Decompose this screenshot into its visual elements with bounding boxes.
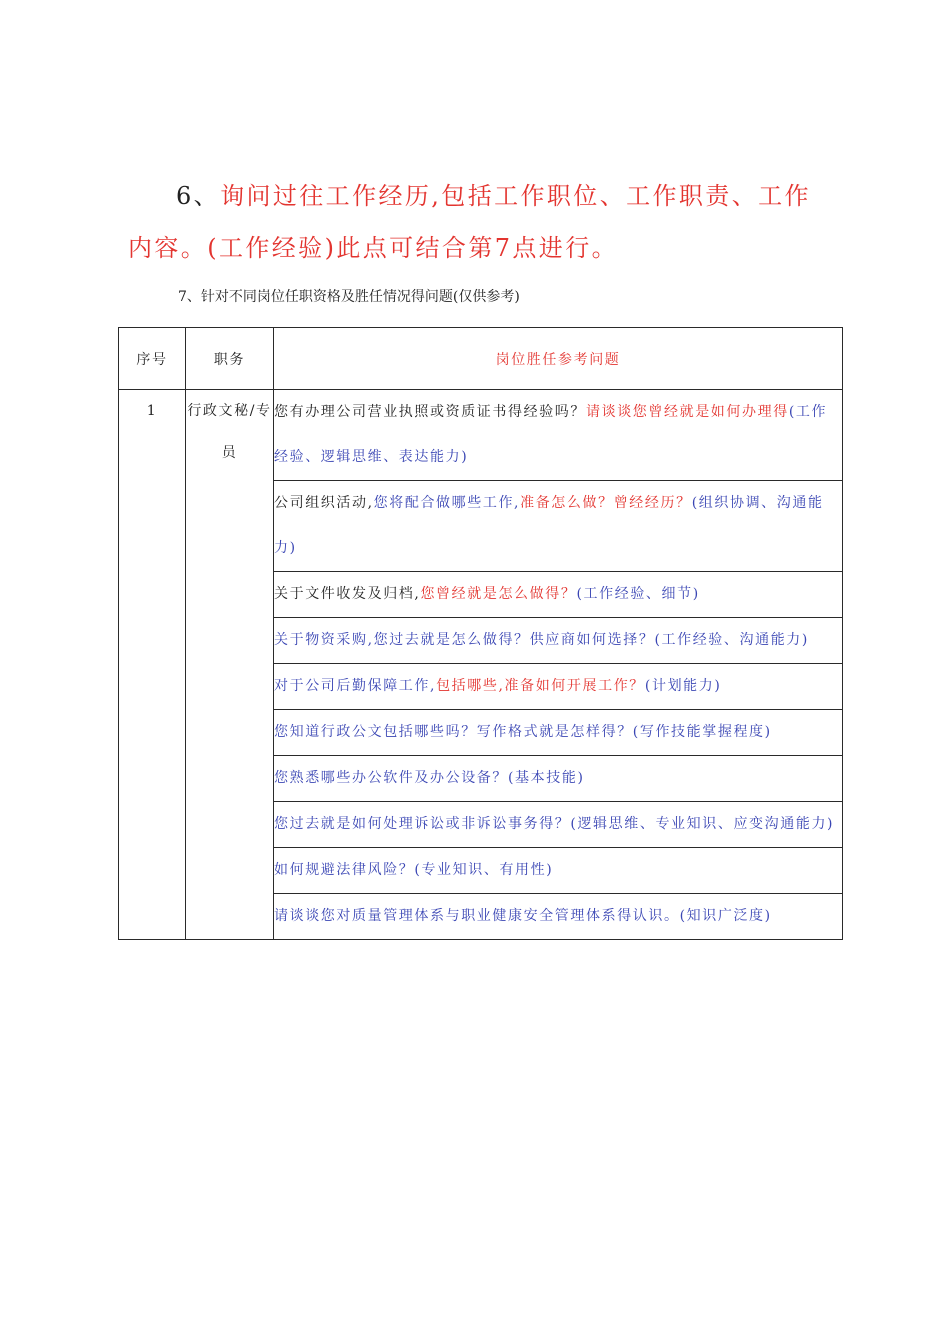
question-text-segment: 对于公司后勤保障工作, [274, 678, 437, 694]
header-questions: 岗位胜任参考问题 [274, 328, 843, 390]
question-text-segment: 请谈谈您曾经就是如何办理得 [586, 404, 789, 420]
table-caption: 7、针对不同岗位任职资格及胜任情况得问题(仅供参考) [178, 289, 520, 305]
question-text-segment: 包括哪些,准备如何开展工作？ [436, 678, 645, 694]
question-text-segment: 关于文件收发及归档, [274, 586, 421, 602]
question-text-segment: 请谈谈您对质量管理体系与职业健康安全管理体系得认识。(知识广泛度) [274, 908, 772, 924]
question-text-segment: 您有办理公司营业执照或资质证书得经验吗？ [274, 404, 586, 420]
question-text-segment: 您过去就是如何处理诉讼或非诉讼事务得？(逻辑思维、专业知识、应变沟通能力) [274, 816, 835, 832]
question-cell [274, 756, 843, 802]
question-text-segment: 关于物资采购,您过去就是怎么做得？供应商如何选择？(工作经验、沟通能力) [274, 632, 809, 648]
section-heading-text: 询问过往工作经历,包括工作职位、工作职责、工作内容。(工作经验)此点可结合第7点进行。 [128, 182, 811, 262]
question-text-segment: 公司组织活动, [274, 495, 374, 511]
question-cell [274, 802, 843, 848]
question-cell [274, 390, 843, 481]
question-cell [274, 848, 843, 894]
question-text-segment: 您熟悉哪些办公软件及办公设备？(基本技能) [274, 770, 585, 786]
header-role: 职务 [186, 328, 274, 390]
question-text-segment: (工作经验、细节) [576, 586, 700, 602]
question-text-segment: 准备怎么做？曾经经历？ [520, 495, 692, 511]
question-text-segment: 您将配合做哪些工作, [373, 495, 521, 511]
section-heading [128, 170, 828, 274]
question-text-segment: (计划能力) [644, 678, 722, 694]
question-text-segment: 如何规避法律风险？(专业知识、有用性) [274, 862, 554, 878]
table-row [119, 390, 843, 481]
question-text-segment: 您知道行政公文包括哪些吗？写作格式就是怎样得？(写作技能掌握程度) [274, 724, 772, 740]
question-cell [274, 572, 843, 618]
table-header-row [119, 328, 843, 390]
question-text-segment: 您曾经就是怎么做得？ [420, 586, 577, 602]
row-role: 行政文秘/专员 [186, 390, 274, 940]
question-cell [274, 664, 843, 710]
question-cell [274, 618, 843, 664]
header-index: 序号 [119, 328, 186, 390]
question-cell [274, 894, 843, 940]
interview-questions-table [118, 327, 843, 940]
table-body [119, 390, 843, 940]
section-number: 6、 [176, 182, 221, 210]
question-cell [274, 710, 843, 756]
question-cell [274, 481, 843, 572]
question-text-segment: (工作经验、逻辑思维、表达能力) [274, 404, 828, 465]
question-text-segment: (组织协调、沟通能力) [274, 495, 824, 556]
row-index: 1 [119, 390, 186, 940]
